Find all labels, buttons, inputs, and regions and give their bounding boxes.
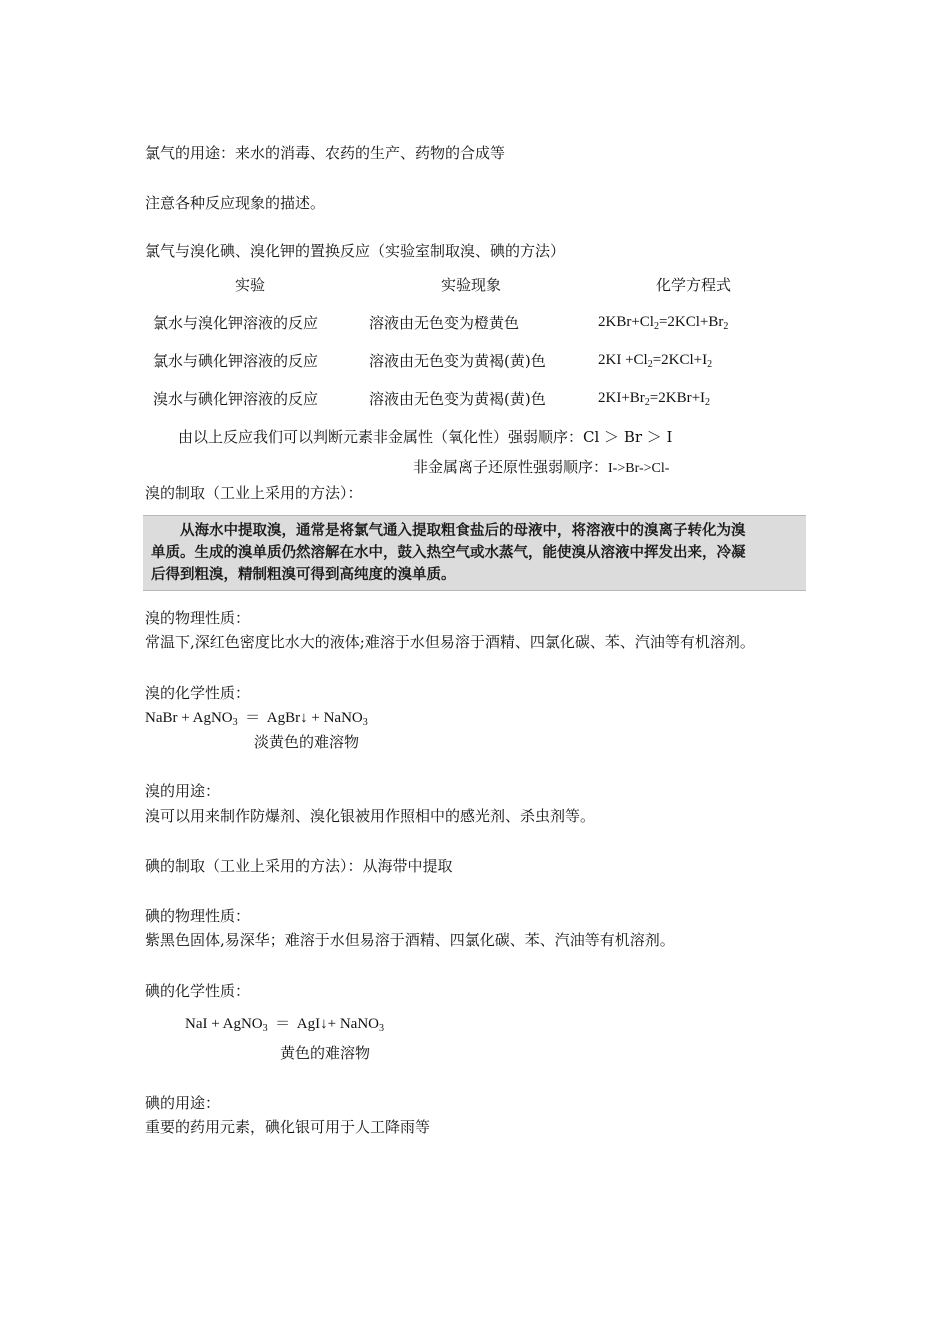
bromine-use-text: 溴可以用来制作防爆剂、溴化银被用作照相中的感光剂、杀虫剂等。: [145, 807, 596, 825]
bromine-eq-note: 淡黄色的难溶物: [254, 733, 360, 751]
bromine-prep-excerpt: [143, 515, 806, 591]
reducing-order-text: 非金属离子还原性强弱顺序：I->Br->Cl-: [413, 458, 670, 476]
bromine-prep-title: 溴的制取（工业上采用的方法）：: [145, 484, 363, 502]
note-text: 注意各种反应现象的描述。: [145, 194, 326, 212]
bromine-equation: NaBr + AgNO$_3$ ＝ AgBr↓ + NaNO$_3$: [145, 710, 368, 728]
displacement-title: 氯气与溴化碘、溴化钾的置换反应（实验室制取溴、碘的方法）: [145, 242, 566, 260]
table-row-experiment: 溴水与碘化钾溶液的反应: [153, 390, 319, 408]
table-row-phenomenon: 溶液由无色变为黄褐(黄)色: [369, 352, 546, 370]
iodine-use-text: 重要的药用元素，碘化银可用于人工降雨等: [145, 1118, 431, 1136]
oxidizing-order-text: 由以上反应我们可以判断元素非金属性（氧化性）强弱顺序：Cl ＞ Br ＞ I: [178, 428, 673, 446]
bromine-chem-title: 溴的化学性质：: [145, 684, 251, 702]
bromine-use-title: 溴的用途：: [145, 782, 221, 800]
iodine-eq-note: 黄色的难溶物: [280, 1044, 371, 1062]
iodine-phys-title: 碘的物理性质：: [145, 907, 251, 925]
excerpt-line: 单质。生成的溴单质仍然溶解在水中，鼓入热空气或水蒸气，能使溴从溶液中挥发出来，冷凝: [151, 545, 746, 561]
iodine-equation: NaI + AgNO$_3$ ＝ AgI↓+ NaNO$_3$: [185, 1016, 384, 1034]
table-row-phenomenon: 溶液由无色变为橙黄色: [369, 314, 520, 332]
table-header-experiment: 实验: [235, 276, 266, 294]
bromine-phys-title: 溴的物理性质：: [145, 609, 251, 627]
bromine-phys-text: 常温下,深红色密度比水大的液体;难溶于水但易溶于酒精、四氯化碳、苯、汽油等有机溶剂。: [145, 633, 755, 651]
table-header-equation: 化学方程式: [656, 276, 732, 294]
iodine-prep-text: 碘的制取（工业上采用的方法）：从海带中提取: [145, 857, 453, 875]
table-row-experiment: 氯水与碘化钾溶液的反应: [153, 352, 319, 370]
table-row-phenomenon: 溶液由无色变为黄褐(黄)色: [369, 390, 546, 408]
iodine-use-title: 碘的用途：: [145, 1094, 221, 1112]
table-row-equation: $2KBr+Cl_2=2KCl+Br_2$: [598, 314, 729, 332]
table-row-equation: $2KI+Br_2=2KBr+I_2$: [598, 390, 711, 408]
excerpt-line: 后得到粗溴，精制粗溴可得到高纯度的溴单质。: [151, 567, 456, 583]
table-row-equation: $2KI +Cl_2=2KCl+I_2$: [598, 352, 713, 370]
iodine-chem-title: 碘的化学性质：: [145, 982, 251, 1000]
table-row-experiment: 氯水与溴化钾溶液的反应: [153, 314, 319, 332]
iodine-phys-text: 紫黑色固体,易深华；难溶于水但易溶于酒精、四氯化碳、苯、汽油等有机溶剂。: [145, 931, 675, 949]
excerpt-line: 从海水中提取溴，通常是将氯气通入提取粗食盐后的母液中，将溶液中的溴离子转化为溴: [151, 523, 746, 539]
table-header-phenomenon: 实验现象: [441, 276, 502, 294]
chlorine-use-text: 氯气的用途：来水的消毒、农药的生产、药物的合成等: [145, 144, 506, 162]
